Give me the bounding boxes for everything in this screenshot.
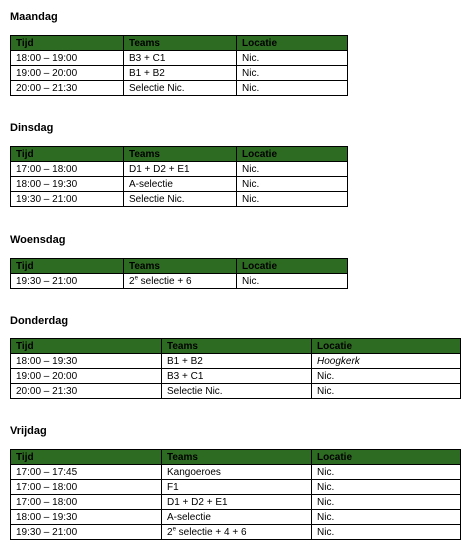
header-tijd: Tijd	[11, 147, 124, 162]
header-teams: Teams	[124, 259, 237, 274]
day-heading-maandag: Maandag	[10, 11, 58, 23]
header-locatie: Locatie	[237, 259, 348, 274]
cell-tijd: 18:00 – 19:30	[11, 510, 162, 525]
cell-teams: F1	[162, 480, 312, 495]
cell-locatie: Nic.	[312, 525, 461, 540]
table-header-row	[11, 259, 348, 274]
cell-tijd: 18:00 – 19:30	[11, 177, 124, 192]
table-row	[11, 369, 461, 384]
day-heading-woensdag: Woensdag	[10, 234, 66, 246]
schedule-table-dinsdag	[10, 146, 348, 207]
day-heading-donderdag: Donderdag	[10, 315, 69, 327]
cell-teams: 2e selectie + 6	[124, 274, 237, 289]
header-tijd: Tijd	[11, 450, 162, 465]
table-row	[11, 162, 348, 177]
header-locatie: Locatie	[237, 36, 348, 51]
day-heading-vrijdag: Vrijdag	[10, 425, 47, 437]
cell-tijd: 17:00 – 18:00	[11, 480, 162, 495]
cell-locatie: Nic.	[312, 384, 461, 399]
table-row	[11, 465, 461, 480]
cell-tijd: 19:30 – 21:00	[11, 274, 124, 289]
cell-teams: Selectie Nic.	[124, 192, 237, 207]
cell-teams: B3 + C1	[162, 369, 312, 384]
table-header-row	[11, 147, 348, 162]
cell-tijd: 20:00 – 21:30	[11, 384, 162, 399]
header-locatie: Locatie	[312, 450, 461, 465]
cell-tijd: 19:30 – 21:00	[11, 525, 162, 540]
table-row	[11, 192, 348, 207]
cell-locatie: Nic.	[237, 81, 348, 96]
cell-teams: Kangoeroes	[162, 465, 312, 480]
cell-tijd: 18:00 – 19:00	[11, 51, 124, 66]
header-teams: Teams	[162, 339, 312, 354]
header-locatie: Locatie	[312, 339, 461, 354]
table-row	[11, 525, 461, 540]
cell-locatie: Nic.	[237, 274, 348, 289]
schedule-table-maandag	[10, 35, 348, 96]
table-row	[11, 384, 461, 399]
cell-teams: 2e selectie + 4 + 6	[162, 525, 312, 540]
day-heading-dinsdag: Dinsdag	[10, 122, 54, 134]
cell-locatie: Nic.	[312, 465, 461, 480]
cell-locatie: Nic.	[312, 369, 461, 384]
header-teams: Teams	[124, 36, 237, 51]
cell-locatie: Nic.	[237, 162, 348, 177]
cell-teams: Selectie Nic.	[162, 384, 312, 399]
table-row	[11, 66, 348, 81]
cell-locatie: Nic.	[237, 66, 348, 81]
schedule-table-woensdag	[10, 258, 348, 289]
cell-locatie: Nic.	[237, 51, 348, 66]
cell-tijd: 19:30 – 21:00	[11, 192, 124, 207]
cell-teams: B1 + B2	[124, 66, 237, 81]
cell-tijd: 17:00 – 18:00	[11, 495, 162, 510]
table-row	[11, 81, 348, 96]
header-teams: Teams	[162, 450, 312, 465]
table-row	[11, 177, 348, 192]
cell-tijd: 17:00 – 18:00	[11, 162, 124, 177]
table-row	[11, 480, 461, 495]
header-tijd: Tijd	[11, 259, 124, 274]
cell-tijd: 19:00 – 20:00	[11, 369, 162, 384]
header-tijd: Tijd	[11, 36, 124, 51]
table-row	[11, 354, 461, 369]
header-locatie: Locatie	[237, 147, 348, 162]
table-header-row	[11, 339, 461, 354]
cell-locatie: Nic.	[237, 177, 348, 192]
table-row	[11, 51, 348, 66]
header-teams: Teams	[124, 147, 237, 162]
schedule-table-vrijdag	[10, 449, 461, 540]
cell-tijd: 19:00 – 20:00	[11, 66, 124, 81]
cell-teams: A-selectie	[124, 177, 237, 192]
table-header-row	[11, 450, 461, 465]
cell-locatie: Nic.	[312, 510, 461, 525]
table-row	[11, 495, 461, 510]
cell-teams: B3 + C1	[124, 51, 237, 66]
cell-teams: B1 + B2	[162, 354, 312, 369]
cell-tijd: 18:00 – 19:30	[11, 354, 162, 369]
cell-teams: A-selectie	[162, 510, 312, 525]
cell-tijd: 17:00 – 17:45	[11, 465, 162, 480]
cell-teams: D1 + D2 + E1	[162, 495, 312, 510]
table-row	[11, 274, 348, 289]
cell-locatie: Nic.	[312, 480, 461, 495]
table-row	[11, 510, 461, 525]
header-tijd: Tijd	[11, 339, 162, 354]
cell-teams: D1 + D2 + E1	[124, 162, 237, 177]
table-header-row	[11, 36, 348, 51]
cell-teams: Selectie Nic.	[124, 81, 237, 96]
cell-locatie: Hoogkerk	[312, 354, 461, 369]
cell-tijd: 20:00 – 21:30	[11, 81, 124, 96]
cell-locatie: Nic.	[237, 192, 348, 207]
schedule-table-donderdag	[10, 338, 461, 399]
cell-locatie: Nic.	[312, 495, 461, 510]
